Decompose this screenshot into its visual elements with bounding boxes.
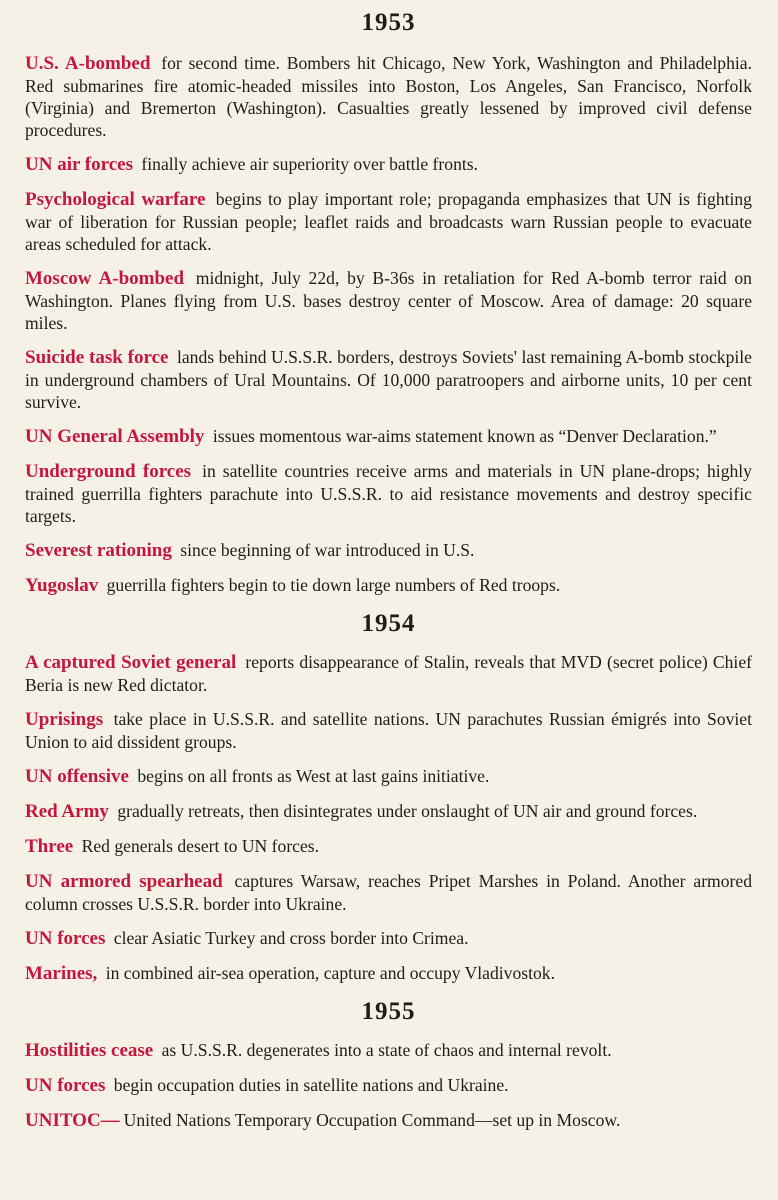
entry-text: midnight, July 22d, by B-36s in retaliation for Red A-bomb terror raid on Washington. Planes flying from U.S. bases destroy center of Moscow. Area of damage: 20 square miles. [25,268,752,333]
entry-text: begins to play important role; propaganda emphasizes that UN is fighting war of liberation for Russian people; leaflet raids and broadcasts warn Russian people to evacuate areas scheduled for attack. [25,189,752,254]
entry-text: as U.S.S.R. degenerates into a state of chaos and internal revolt. [161,1040,612,1060]
entry-headline: Moscow A-bombed [25,268,185,289]
timeline-entry [25,539,752,562]
entry-headline: Hostilities cease [25,1040,154,1061]
entry-headline: Uprisings [25,709,104,730]
timeline-entry [25,188,752,255]
entry-headline: Psychological warfare [25,189,206,210]
timeline-entry [25,1039,752,1062]
entry-headline: Marines, [25,963,98,984]
entry-headline: UNITOC— [25,1110,120,1131]
entry-headline: Suicide task force [25,347,169,368]
entry-text: finally achieve air superiority over battle fronts. [141,154,479,174]
timeline-entry [25,800,752,823]
entry-text: gradually retreats, then disintegrates under onslaught of UN air and ground forces. [117,801,698,821]
entry-text: reports disappearance of Stalin, reveals that MVD (secret police) Chief Beria is new Red dictator. [25,652,752,695]
entry-headline: U.S. A-bombed [25,53,151,74]
timeline-entry [25,153,752,176]
timeline-entry [25,574,752,597]
entry-headline: A captured Soviet general [25,652,237,673]
timeline-entry [25,425,752,448]
entry-text: in combined air-sea operation, capture and occupy Vladivostok. [105,963,555,983]
entry-text: clear Asiatic Turkey and cross border into Crimea. [113,928,469,948]
timeline-entry [25,346,752,413]
timeline-entry [25,1109,752,1132]
timeline-entry [25,835,752,858]
entry-headline: UN air forces [25,154,133,175]
year-heading-1954: 1954 [361,610,416,637]
entry-text: begins on all fronts as West at last gains initiative. [137,766,490,786]
timeline-entry [25,708,752,753]
entry-headline: Yugoslav [25,575,99,596]
entry-text: in satellite countries receive arms and materials in UN plane-drops; highly trained guerrilla fighters parachute into U.S.S.R. to aid resistance movements and destroy specific targets. [25,461,752,526]
entry-text: captures Warsaw, reaches Pripet Marshes in Poland. Another armored column crosses U.S.S.R. border into Ukraine. [25,871,753,914]
entry-headline: UN armored spearhead [25,871,223,892]
entry-headline: Underground forces [25,461,192,482]
entry-text: for second time. Bombers hit Chicago, New York, Washington and Philadelphia. Red submarines fire atomic-headed missiles into Boston, Los Angeles, San Francisco, Norfolk (Virginia) and Bremerton (Washington). Casualties greatly lessened by improved civil defense procedures. [25,53,752,140]
entry-headline: UN General Assembly [25,426,205,447]
entry-text: since beginning of war introduced in U.S. [180,540,475,560]
entry-text: take place in U.S.S.R. and satellite nations. UN parachutes Russian émigrés into Soviet Union to aid dissident groups. [25,709,752,752]
timeline-entry [25,460,752,527]
year-heading-1953: 1953 [361,9,416,36]
timeline-entry [25,1074,752,1097]
timeline-entry [25,962,752,985]
timeline-entry [25,267,752,334]
entry-headline: UN forces [25,1075,106,1096]
entry-text: guerrilla fighters begin to tie down large numbers of Red troops. [106,575,561,595]
entry-text: Red generals desert to UN forces. [81,836,320,856]
timeline-entry [25,651,752,696]
timeline-entry [25,927,752,950]
entry-text: lands behind U.S.S.R. borders, destroys Soviets' last remaining A-bomb stockpile in underground chambers of Ural Mountains. Of 10,000 paratroopers and airborne units, 10 per cent survive. [25,347,752,412]
timeline-entry [25,870,752,915]
entry-headline: Red Army [25,801,109,822]
entry-text: United Nations Temporary Occupation Command—set up in Moscow. [123,1110,621,1130]
entry-headline: Severest rationing [25,540,172,561]
year-heading-1955: 1955 [361,998,416,1025]
entry-text: issues momentous war-aims statement known as “Denver Declaration.” [212,426,717,446]
entry-headline: Three [25,836,74,857]
timeline-entry [25,52,752,141]
entry-headline: UN forces [25,928,106,949]
timeline-entry [25,765,752,788]
entry-text: begin occupation duties in satellite nations and Ukraine. [113,1075,509,1095]
entry-headline: UN offensive [25,766,129,787]
